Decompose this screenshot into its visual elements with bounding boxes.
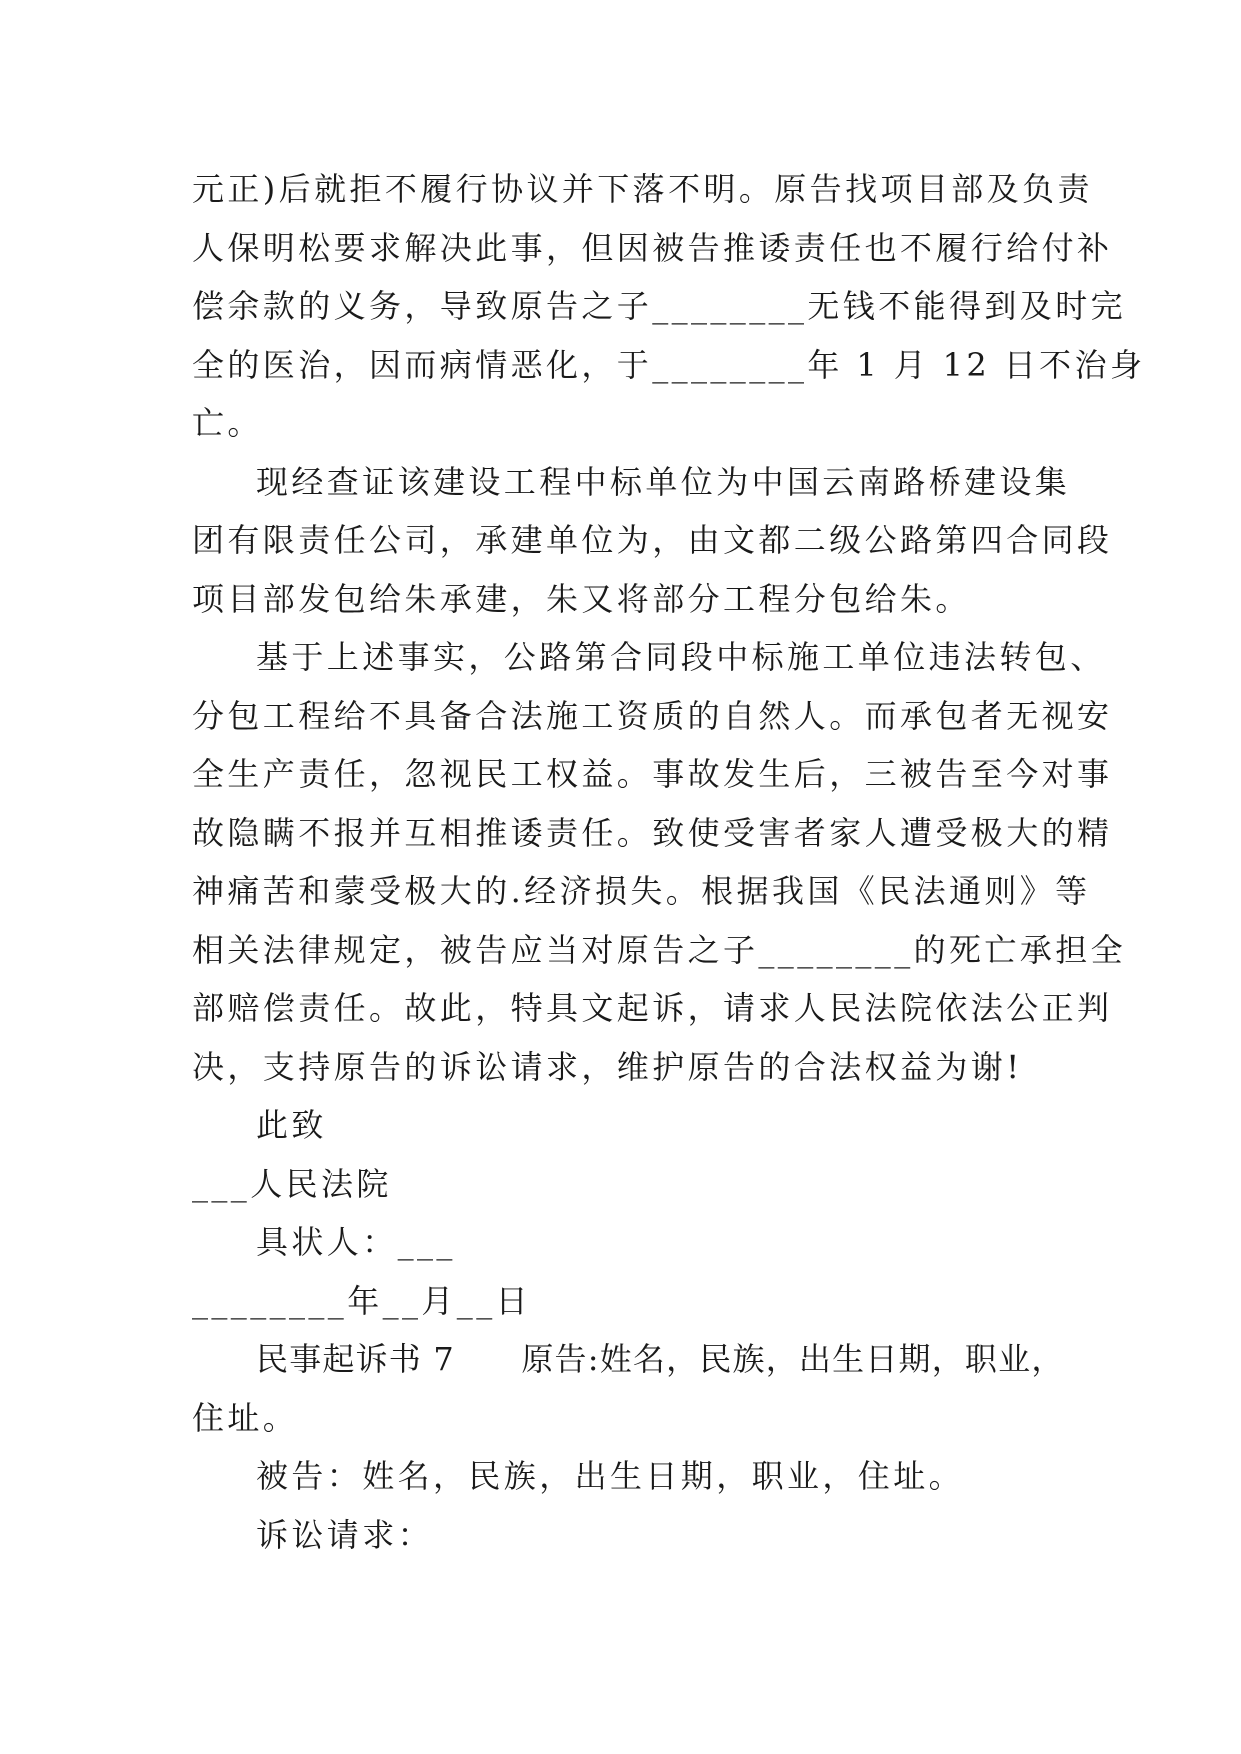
text-line: 住址。 <box>192 1398 299 1437</box>
text-line: 亡。 <box>192 404 263 442</box>
salutation: 此致 <box>256 1106 327 1144</box>
text-line: 决，支持原告的诉讼请求，维护原告的合法权益为谢! <box>192 1047 1023 1086</box>
text-line: 偿余款的义务，导致原告之子________无钱不能得到及时完 <box>192 287 1127 325</box>
text-line: 相关法律规定，被告应当对原告之子________的死亡承担全 <box>192 930 1127 969</box>
text-line: 现经查证该建设工程中标单位为中国云南路桥建设集 <box>256 462 1071 501</box>
text-line: 团有限责任公司，承建单位为，由文都二级公路第四合同段 <box>192 521 1113 559</box>
text-line: 诉讼请求： <box>256 1515 434 1554</box>
section-heading: 民事起诉书 7 原告:姓名，民族，出生日期，职业， <box>256 1340 1065 1378</box>
text-line: 全的医治，因而病情恶化，于________年 1 月 12 日不治身 <box>192 345 1146 384</box>
text-line: 分包工程给不具备合法施工资质的自然人。而承包者无视安 <box>192 696 1113 735</box>
document-body <box>192 160 1146 1564</box>
text-line: 基于上述事实，公路第合同段中标施工单位违法转包、 <box>256 638 1106 676</box>
text-line: 被告：姓名，民族，出生日期，职业，住址。 <box>256 1457 965 1495</box>
text-line: 元正)后就拒不履行协议并下落不明。原告找项目部及负责 <box>192 170 1093 208</box>
text-line: 全生产责任，忽视民工权益。事故发生后，三被告至今对事 <box>192 755 1113 793</box>
court-name: ___人民法院 <box>192 1164 392 1203</box>
text-line: 人保明松要求解决此事，但因被告推诿责任也不履行给付补 <box>192 228 1113 267</box>
text-line: 项目部发包给朱承建，朱又将部分工程分包给朱。 <box>192 579 971 618</box>
text-line: 神痛苦和蒙受极大的.经济损失。根据我国《民法通则》等 <box>192 872 1091 910</box>
date-line: ________年__月__日 <box>192 1281 532 1320</box>
petitioner-signature: 具状人：___ <box>256 1223 456 1261</box>
text-line: 故隐瞒不报并互相推诿责任。致使受害者家人遭受极大的精 <box>192 813 1113 852</box>
text-line: 部赔偿责任。故此，特具文起诉，请求人民法院依法公正判 <box>192 989 1113 1027</box>
